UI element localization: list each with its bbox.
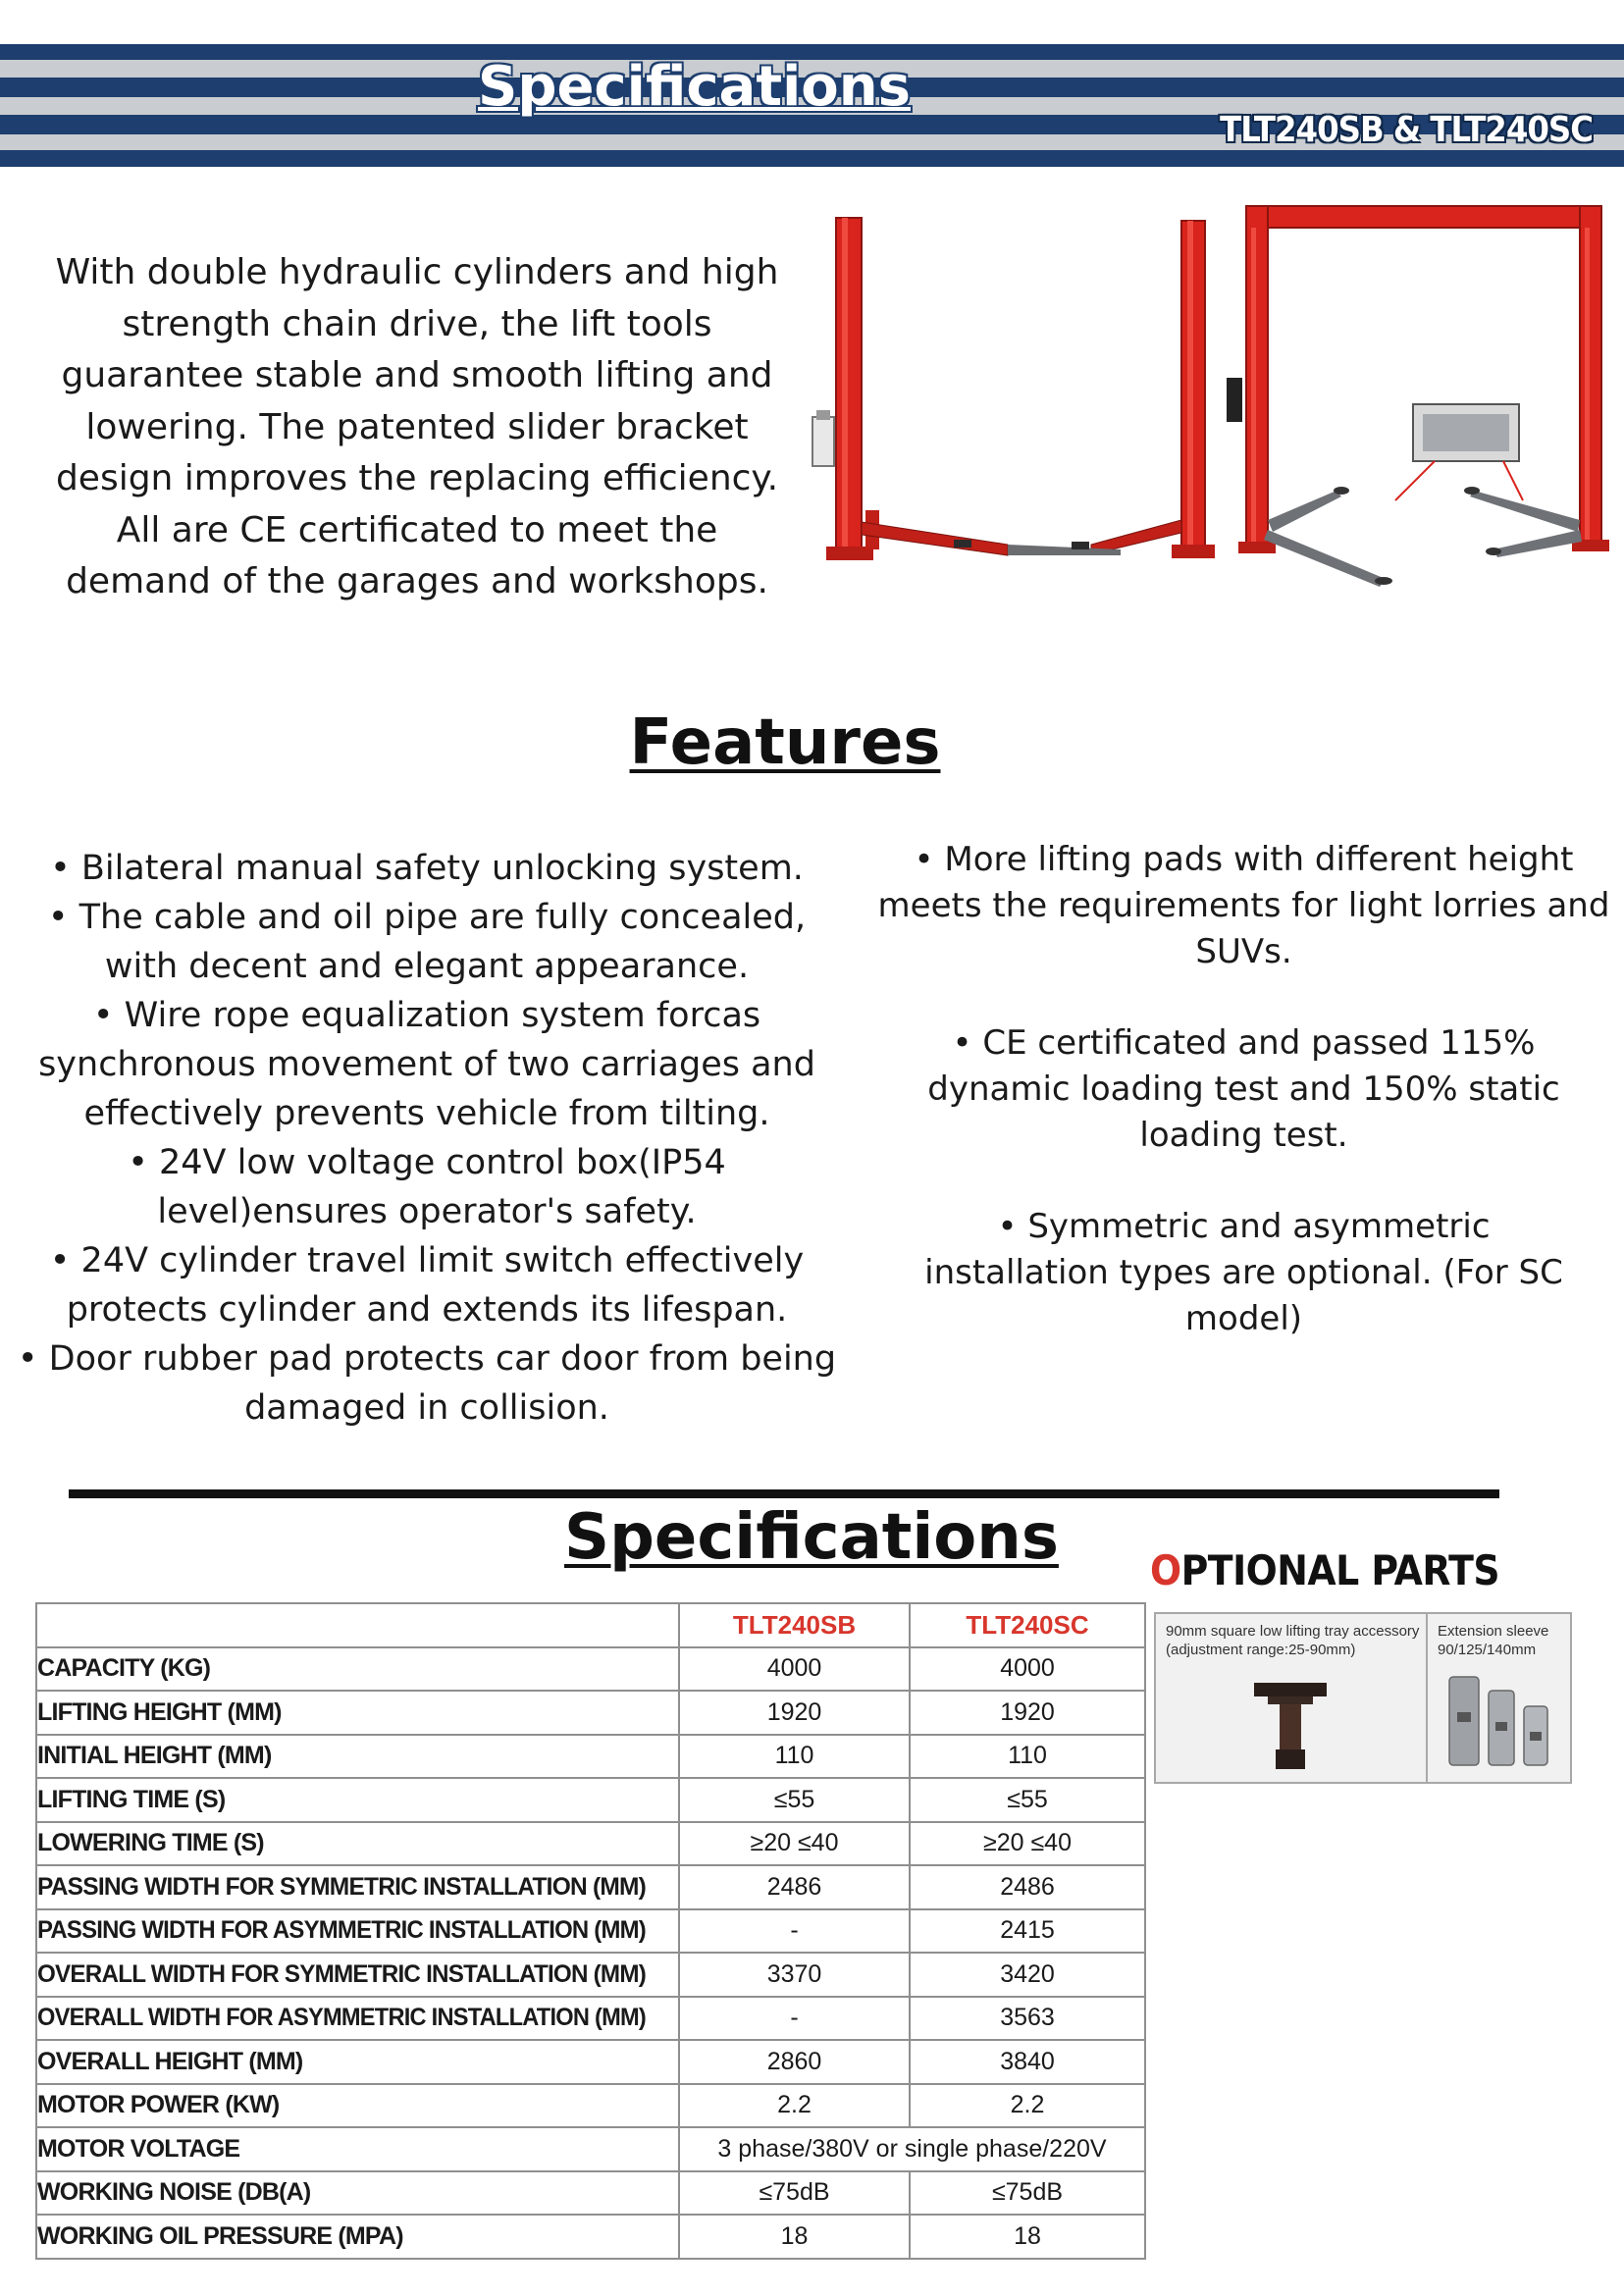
- spec-parameter-text: CAPACITY (KG): [37, 1654, 211, 1683]
- spec-value-sc: 110: [910, 1735, 1145, 1779]
- table-row: [36, 2171, 1145, 2216]
- specifications-table: [35, 1602, 1146, 2260]
- table-row: [36, 2127, 1145, 2171]
- optional-parts-panel: [1154, 1612, 1572, 1784]
- spec-parameter-text: PASSING WIDTH FOR SYMMETRIC INSTALLATION (MM): [37, 1872, 646, 1901]
- spec-value-sb: -: [679, 1909, 910, 1954]
- table-row: [36, 2084, 1145, 2128]
- table-header-cell: TLT240SC: [910, 1603, 1145, 1647]
- spec-value-sc: ≤75dB: [910, 2171, 1145, 2216]
- spec-parameter: [36, 1647, 679, 1692]
- spec-parameter: [36, 2171, 679, 2216]
- table-row: [36, 1997, 1145, 2041]
- feature-item: • Door rubber pad protects car door from being damaged in collision.: [17, 1339, 837, 1428]
- banner-title: Specifications: [478, 55, 911, 119]
- spec-value-sb: 4000: [679, 1647, 910, 1692]
- optional-parts-heading: [1150, 1546, 1499, 1594]
- optional-parts-heading-initial: O: [1150, 1546, 1181, 1594]
- spec-value-sb: 2.2: [679, 2084, 910, 2128]
- table-row: [36, 2040, 1145, 2084]
- spec-value-sc: 3840: [910, 2040, 1145, 2084]
- spec-parameter-text: MOTOR POWER (KW): [37, 2091, 280, 2119]
- spec-value-sb: -: [679, 1997, 910, 2041]
- feature-item: • 24V low voltage control box(IP54 level)ensures operator's safety.: [128, 1143, 726, 1231]
- spec-parameter: [36, 2215, 679, 2259]
- optional-part-extension-sleeve: [1428, 1614, 1572, 1782]
- extension-sleeve-image: [1428, 1663, 1572, 1781]
- spec-value-sc: 3563: [910, 1997, 1145, 2041]
- spec-parameter: [36, 1822, 679, 1866]
- features-left-list: [0, 844, 854, 1433]
- lifting-tray-image: [1156, 1663, 1426, 1781]
- feature-item: • Symmetric and asymmetric installation types are optional. (For SC model): [924, 1207, 1563, 1338]
- spec-parameter-text: MOTOR VOLTAGE: [37, 2134, 240, 2163]
- spec-parameter-text: WORKING OIL PRESSURE (MPA): [37, 2221, 403, 2250]
- banner-stripe: [0, 150, 1624, 167]
- spec-parameter: [36, 1691, 679, 1735]
- spec-parameter-text: OVERALL WIDTH FOR ASYMMETRIC INSTALLATION (MM): [37, 2004, 646, 2032]
- table-header-cell: TLT240SB: [679, 1603, 910, 1647]
- lift-right-illustration: [1227, 206, 1609, 587]
- features-heading: Features: [629, 706, 941, 779]
- spec-parameter-text: WORKING NOISE (DB(A): [37, 2178, 311, 2207]
- spec-value-sb: ≥20 ≤40: [679, 1822, 910, 1866]
- spec-value-sb: 1920: [679, 1691, 910, 1735]
- spec-parameter: [36, 1909, 679, 1954]
- spec-value-merged: 3 phase/380V or single phase/220V: [679, 2127, 1145, 2171]
- spec-value-sb: 2486: [679, 1865, 910, 1909]
- optional-part-tray: [1156, 1614, 1428, 1782]
- intro-paragraph: With double hydraulic cylinders and high strength chain drive, the lift tools guarantee stable and smooth lifting and lowering. The patented slider bracket design improves the replacing efficiency. All are CE certificated to meet the demand of the garages and workshops.: [55, 252, 779, 601]
- spec-value-sc: ≥20 ≤40: [910, 1822, 1145, 1866]
- spec-value-sc: 2415: [910, 1909, 1145, 1954]
- table-header-cell: [36, 1603, 679, 1647]
- spec-parameter-text: LIFTING TIME (S): [37, 1785, 226, 1813]
- spec-value-sc: ≤55: [910, 1778, 1145, 1822]
- spec-value-sb: ≤75dB: [679, 2171, 910, 2216]
- table-header-row: [36, 1603, 1145, 1647]
- table-row: [36, 1735, 1145, 1779]
- optional-parts-heading-rest: PTIONAL PARTS: [1180, 1546, 1500, 1594]
- spec-value-sc: 4000: [910, 1647, 1145, 1692]
- optional-part-label: Extension sleeve 90/125/140mm: [1438, 1623, 1549, 1658]
- table-row: [36, 1865, 1145, 1909]
- spec-parameter-text: OVERALL WIDTH FOR SYMMETRIC INSTALLATION (MM): [37, 1959, 646, 1988]
- spec-parameter-text: PASSING WIDTH FOR ASYMMETRIC INSTALLATION (MM): [37, 1916, 646, 1945]
- spec-value-sb: 2860: [679, 2040, 910, 2084]
- feature-item: • 24V cylinder travel limit switch effectively protects cylinder and extends its lifespan.: [49, 1241, 805, 1330]
- spec-parameter: [36, 2084, 679, 2128]
- spec-parameter: [36, 1735, 679, 1779]
- feature-item: • The cable and oil pipe are fully concealed, with decent and elegant appearance.: [47, 898, 807, 986]
- section-divider: [69, 1489, 1499, 1498]
- feature-item: • Wire rope equalization system forcas synchronous movement of two carriages and effectively prevents vehicle from tilting.: [38, 996, 815, 1133]
- spec-parameter: [36, 1778, 679, 1822]
- optional-part-label: 90mm square low lifting tray accessory (adjustment range:25-90mm): [1166, 1623, 1420, 1658]
- spec-parameter-text: OVERALL HEIGHT (MM): [37, 2047, 303, 2075]
- table-row: [36, 1647, 1145, 1692]
- lift-product-photo: [807, 196, 1624, 599]
- spec-value-sb: ≤55: [679, 1778, 910, 1822]
- table-row: [36, 1953, 1145, 1997]
- features-right-list: [864, 837, 1624, 1387]
- spec-parameter: [36, 1997, 679, 2041]
- spec-parameter: [36, 2127, 679, 2171]
- spec-parameter: [36, 1953, 679, 1997]
- spec-parameter-text: LOWERING TIME (S): [37, 1829, 264, 1857]
- spec-parameter-text: INITIAL HEIGHT (MM): [37, 1742, 272, 1770]
- feature-item: • More lifting pads with different height meets the requirements for light lorries and SUVs.: [877, 840, 1610, 971]
- feature-item: • CE certificated and passed 115% dynamic loading test and 150% static loading test.: [927, 1023, 1560, 1155]
- feature-item: • Bilateral manual safety unlocking system.: [50, 849, 804, 888]
- specifications-heading: Specifications: [564, 1501, 1059, 1574]
- table-row: [36, 1778, 1145, 1822]
- spec-value-sc: 3420: [910, 1953, 1145, 1997]
- spec-value-sb: 110: [679, 1735, 910, 1779]
- spec-parameter-text: LIFTING HEIGHT (MM): [37, 1697, 282, 1726]
- spec-value-sc: 2.2: [910, 2084, 1145, 2128]
- table-row: [36, 1691, 1145, 1735]
- spec-value-sb: 18: [679, 2215, 910, 2259]
- table-row: [36, 2215, 1145, 2259]
- spec-parameter: [36, 1865, 679, 1909]
- lift-left-illustration: [812, 218, 1215, 560]
- table-row: [36, 1909, 1145, 1954]
- spec-value-sb: 3370: [679, 1953, 910, 1997]
- spec-value-sc: 1920: [910, 1691, 1145, 1735]
- table-row: [36, 1822, 1145, 1866]
- spec-value-sc: 2486: [910, 1865, 1145, 1909]
- banner-model-name: TLT240SB & TLT240SC: [1220, 110, 1593, 150]
- spec-parameter: [36, 2040, 679, 2084]
- spec-value-sc: 18: [910, 2215, 1145, 2259]
